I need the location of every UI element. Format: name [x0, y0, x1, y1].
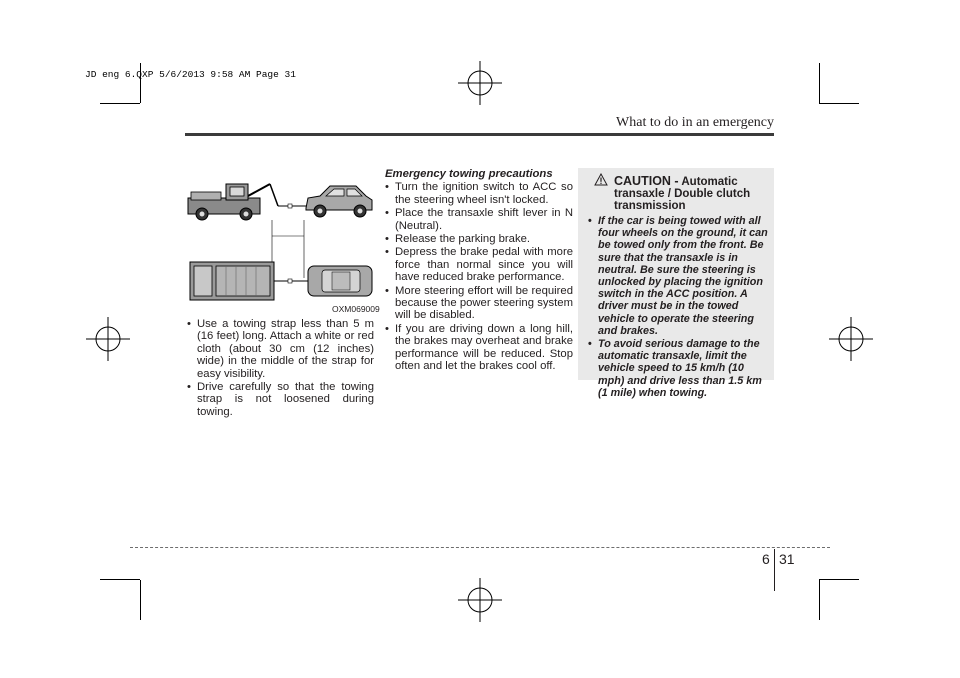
page-number: 31: [779, 551, 795, 567]
towed-car-side-view: [306, 186, 372, 217]
crop-mark: [819, 103, 859, 104]
middle-column: [385, 168, 573, 374]
tow-truck-top-view: [190, 262, 274, 300]
crop-mark: [819, 579, 859, 580]
crop-mark: [819, 63, 820, 103]
strap-flag: [288, 204, 292, 208]
precaution-item: • Place the transaxle shift lever in N (Neutral).: [385, 207, 573, 232]
page-number-separator: [774, 549, 775, 591]
crop-mark: [140, 580, 141, 620]
print-slug: JD eng 6.QXP 5/6/2013 9:58 AM Page 31: [85, 69, 296, 80]
drive-carefully-instruction: • Drive carefully so that the towing strap is not loosened during towing.: [187, 381, 374, 418]
footer-rule: [130, 547, 830, 548]
precaution-item: • Turn the ignition switch to ACC so the steering wheel isn't locked.: [385, 181, 573, 206]
chapter-number: 6: [762, 551, 770, 567]
caution-subject: Automatic transaxle / Double clutch transmission: [614, 176, 751, 212]
figure-code: OXM069009: [332, 304, 380, 314]
crop-mark: [819, 580, 820, 620]
precaution-item: • If you are driving down a long hill, the brakes may overheat and brake performance will be reduced. Stop often and let the brakes cool off.: [385, 323, 573, 373]
precaution-item: • Release the parking brake.: [385, 233, 573, 245]
crop-mark: [100, 579, 140, 580]
caution-heading: [614, 175, 770, 212]
registration-mark-icon: [86, 317, 130, 361]
caution-list: [588, 215, 770, 400]
registration-mark-icon: [458, 61, 502, 105]
precaution-item: • More steering effort will be required because the power steering system will be disabled.: [385, 285, 573, 322]
strap-flag: [288, 279, 292, 283]
caution-label: CAUTION -: [614, 174, 679, 188]
caution-box: [578, 168, 774, 399]
precaution-item: • Depress the brake pedal with more force than normal since you will have reduced brake performance.: [385, 246, 573, 283]
warning-triangle-icon: [594, 173, 608, 186]
registration-mark-icon: [829, 317, 873, 361]
towing-strap-instruction: • Use a towing strap less than 5 m (16 feet) long. Attach a white or red cloth (about 30 cm (12 inches) wide) in the middle of the strap for easy visibility.: [187, 318, 374, 380]
section-subtitle: Emergency towing precautions: [385, 168, 553, 180]
crop-mark: [100, 103, 140, 104]
caution-item: • To avoid serious damage to the automatic transaxle, limit the vehicle speed to 15 km/h (10 mph) and drive less than 1.5 km (1 mile) when towing.: [588, 338, 770, 399]
towed-car-top-view: [308, 266, 372, 296]
tow-truck-side-view: [188, 184, 278, 220]
registration-mark-icon: [458, 578, 502, 622]
towing-illustration: [186, 170, 376, 310]
section-title: What to do in an emergency: [616, 115, 774, 130]
header-rule: [185, 133, 774, 136]
caution-item: • If the car is being towed with all four wheels on the ground, it can be towed only from the front. Be sure that the transaxle is in neutral. Be sure the steering is unlocked by placing the ignition switch in the ACC position. A driver must be in the towed vehicle to operate the steering and brakes.: [588, 215, 770, 337]
left-column: [187, 318, 374, 419]
